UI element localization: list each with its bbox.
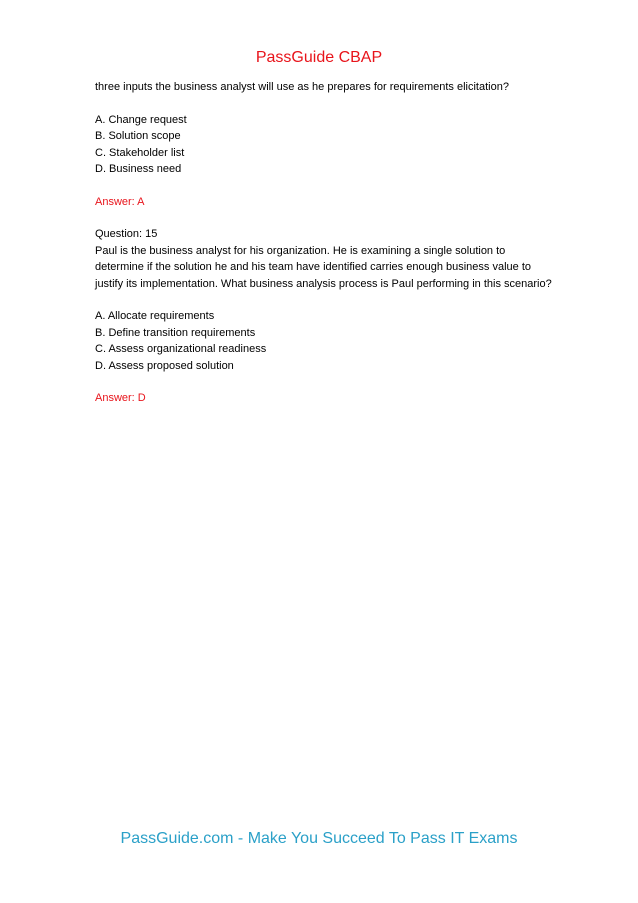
q15-text-line-2: determine if the solution he and his team have identified carries enough business value to: [95, 261, 531, 273]
q15-text-line-1: Paul is the business analyst for his organization. He is examining a single solution to: [95, 244, 506, 257]
q15-text-line-3: justify its implementation. What business analysis process is Paul performing in this scenario?: [95, 277, 552, 290]
q14-answer: Answer: A: [95, 195, 145, 208]
q15-option-d: D. Assess proposed solution: [95, 359, 234, 372]
q14-option-b: B. Solution scope: [95, 130, 181, 142]
q15-answer: Answer: D: [95, 392, 146, 404]
q14-option-c: C. Stakeholder list: [95, 146, 185, 159]
q15-option-b: B. Define transition requirements: [95, 326, 256, 339]
page-content: [95, 79, 595, 407]
q15-number: Question: 15: [95, 228, 158, 240]
question-14-text-tail: three inputs the business analyst will use as he prepares for requirements elicitation?: [95, 81, 509, 93]
page-title: PassGuide CBAP: [255, 49, 383, 66]
q15-option-c: C. Assess organizational readiness: [95, 343, 267, 355]
q14-option-d: D. Business need: [95, 163, 182, 175]
q15-option-a: A. Allocate requirements: [95, 310, 215, 322]
footer-tagline: PassGuide.com - Make You Succeed To Pass IT Exams: [120, 830, 518, 847]
q14-option-a: A. Change request: [95, 113, 187, 126]
